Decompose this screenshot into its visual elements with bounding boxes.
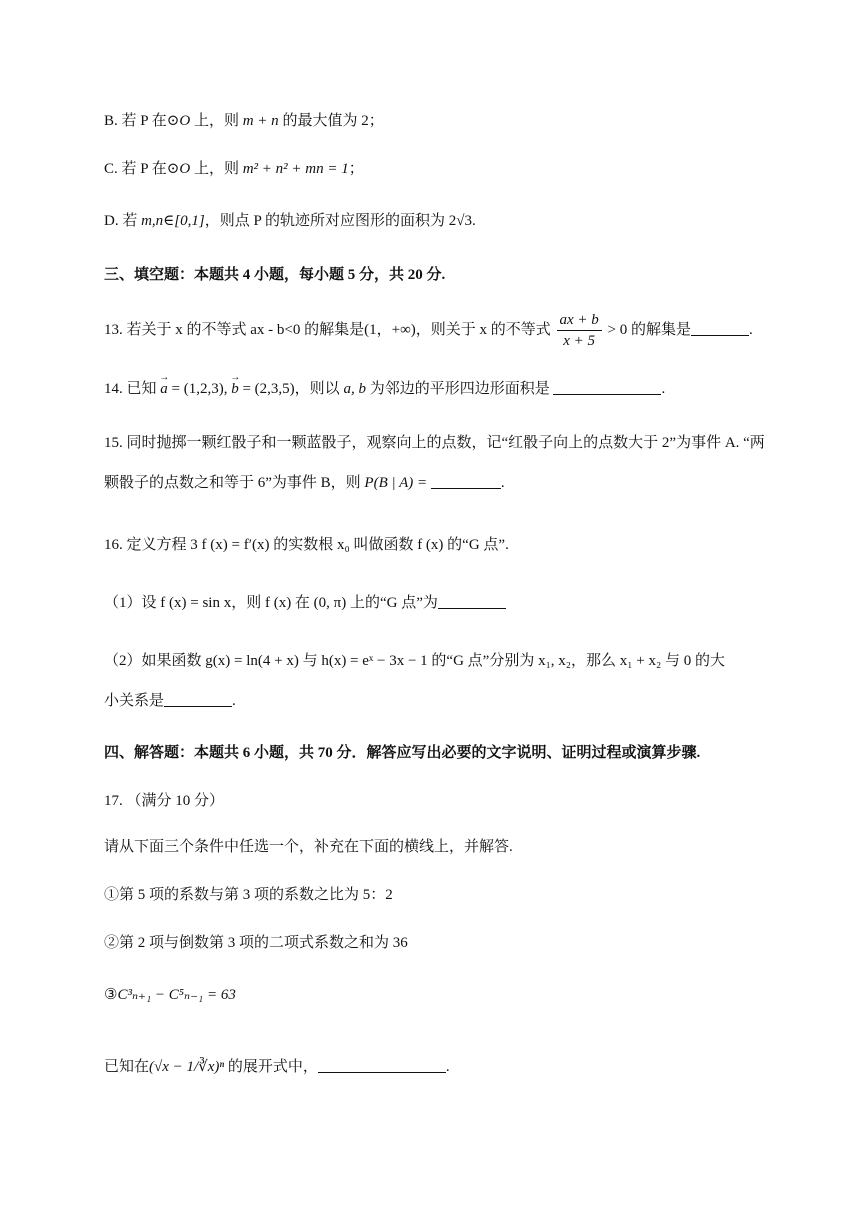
q17-end: . [445,1059,450,1075]
option-b-post: 的最大值为 2； [278,113,384,129]
option-d-mid: ，则点 P 的轨迹所对应图形的面积为 [204,213,449,229]
option-b [104,110,384,132]
q14-vectors: a, b [343,381,366,397]
circle-o-label: O [179,113,191,129]
option-c-mid: 上，则 [190,161,243,177]
option-c-post: ； [348,161,364,177]
option-d [104,210,476,232]
q17-answer-blank[interactable] [318,1056,446,1073]
section-4-heading: 四、解答题：本题共 6 小题，共 70 分．解答应写出必要的文字说明、证明过程或演算步骤. [104,745,701,761]
q15-prefix: 颗骰子的点数之和等于 6”为事件 B，则 [104,475,365,491]
option-b-prefix: B. 若 P 在⊙ [104,113,180,129]
circle-o-label: O [179,161,191,177]
question-16-part-2: （2）如果函数 g(x) = ln(4 + x) 与 h(x) = eˣ − 3x − 1 的“G 点”分别为 x₁, x₂，那么 x₁ + x₂ 与 0 的大 [104,653,725,669]
q16-part-1-text: （1）设 f (x) = sin x，则 f (x) 在 (0, π) 上的“G 点”为 [104,595,438,611]
vector-a-value: = (1,2,3), [167,381,232,397]
q17-known-prefix: 已知在 [104,1059,150,1075]
vector-b: → b [231,378,239,400]
q13-text: 13. 若关于 x 的不等式 ax - b<0 的解集是(1，+∞)，则关于 x 的不等式 [104,321,555,338]
question-15-line-2 [104,472,505,494]
q13-denominator: x + 5 [563,333,596,349]
question-17-instruction: 请从下面三个条件中任选一个，补充在下面的横线上，并解答. [104,839,513,855]
q14-prefix: 14. 已知 [104,381,161,397]
q13-fraction [557,310,602,351]
vector-b-value: = (2,3,5) [238,381,295,397]
q13-answer-blank[interactable] [691,319,749,336]
condition-3-expr: C³ₙ₊₁ − C⁵ₙ₋₁ = 63 [117,987,236,1003]
option-b-expr: m + n [242,113,279,129]
option-b-mid: 上，则 [190,113,243,129]
option-c-prefix: C. 若 P 在⊙ [104,161,180,177]
condition-3 [104,984,236,1006]
option-d-expr: m,n∈[0,1] [141,213,205,229]
q16-part-2-text: 小关系是 [104,693,165,709]
condition-3-marker: ③ [104,987,118,1003]
question-13 [104,310,753,351]
question-16-part-2-line-2 [104,690,236,712]
question-17-title: 17. （满分 10 分） [104,793,225,809]
option-c-expr: m² + n² + mn = 1 [242,161,349,177]
q15-probability: P(B | A) = [364,475,431,491]
q16-end: . [232,693,236,709]
q14-post: 为邻边的平形四边形面积是 [365,381,554,397]
q17-known-post: 的展开式中， [224,1059,318,1075]
q13-gt: > 0 [603,321,628,338]
question-14 [104,378,665,400]
option-d-prefix: D. 若 [104,213,142,229]
q16-part-2-blank[interactable] [164,690,232,707]
q17-binomial-expr: (√x − 1/∛x)ⁿ [149,1059,225,1075]
question-16-part-1 [104,592,506,614]
condition-2: ②第 2 项与倒数第 3 项的二项式系数之和为 36 [104,935,408,951]
q13-post: 的解集是 [627,321,692,338]
question-16: 16. 定义方程 3 f (x) = f′(x) 的实数根 x₀ 叫做函数 f (x) 的“G 点”. [104,537,509,553]
q14-mid: ，则以 [294,381,344,397]
q13-end: . [749,321,753,338]
q14-answer-blank[interactable] [553,378,661,395]
q14-end: . [661,381,666,397]
option-c [104,158,364,180]
option-d-value: 2√3 [448,213,472,229]
question-15-line-1: 15. 同时抛掷一颗红骰子和一颗蓝骰子，观察向上的点数，记“红骰子向上的点数大于 2”为事件 A. “两 [104,435,765,451]
q15-end: . [500,475,505,491]
q15-answer-blank[interactable] [431,472,501,489]
section-3-heading: 三、填空题：本题共 4 小题，每小题 5 分，共 20 分. [104,267,446,283]
question-17-known [104,1056,450,1078]
q16-part-1-blank[interactable] [438,592,506,609]
condition-1: ①第 5 项的系数与第 3 项的系数之比为 5：2 [104,887,393,903]
q13-numerator: ax + b [557,310,602,331]
vector-a: → a [160,378,168,400]
option-d-post: . [472,213,476,229]
